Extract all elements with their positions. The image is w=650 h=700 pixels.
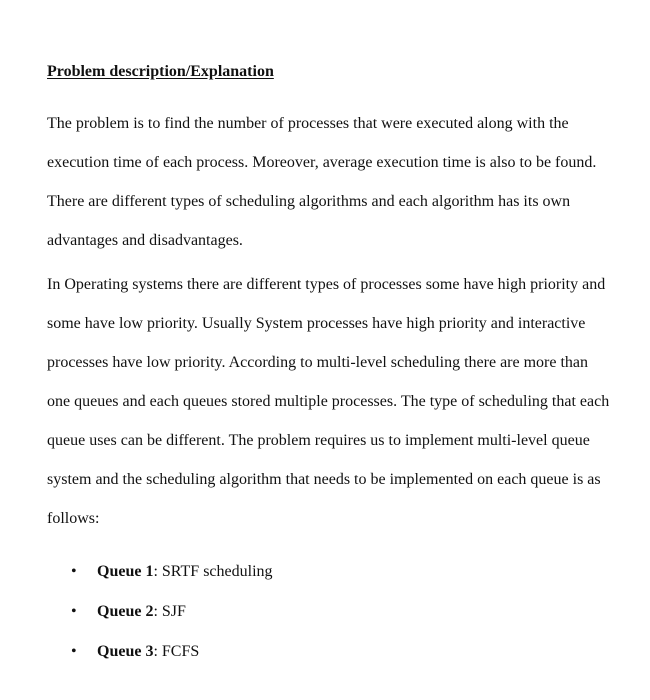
queue-separator: :	[153, 563, 162, 580]
document-page	[47, 57, 612, 672]
queue-algorithm: SRTF scheduling	[161, 563, 273, 580]
list-item-queue-2	[47, 592, 612, 632]
section-heading: Problem description/Explanation	[47, 63, 274, 80]
bullet-icon: •	[71, 603, 77, 620]
queue-label: Queue 1	[97, 563, 154, 580]
paragraph-details: In Operating systems there are different types of processes some have high priority and some have low priority. Usually System processes have high priority and interactive processes have low priority. According to multi-level scheduling there are more than one queues and each queues stored multiple processes. The type of scheduling that each queue uses can be different. The problem requires us to implement multi-level queue system and the scheduling algorithm that needs to be implemented on each queue is as follows:	[47, 276, 610, 527]
bullet-icon: •	[71, 643, 77, 660]
list-item-queue-1	[47, 552, 612, 592]
bullet-icon: •	[71, 563, 77, 580]
queue-separator: :	[153, 643, 162, 660]
queue-separator: :	[153, 603, 162, 620]
queue-list	[47, 552, 612, 672]
list-item-queue-3	[47, 632, 612, 672]
paragraph-intro: The problem is to find the number of processes that were executed along with the execution time of each process. Moreover, average execution time is also to be found. There are different types of scheduling algorithms and each algorithm has its own advantages and disadvantages.	[47, 115, 597, 249]
queue-label: Queue 2	[97, 603, 154, 620]
queue-algorithm: SJF	[161, 603, 186, 620]
queue-algorithm: FCFS	[161, 643, 200, 660]
queue-label: Queue 3	[97, 643, 154, 660]
